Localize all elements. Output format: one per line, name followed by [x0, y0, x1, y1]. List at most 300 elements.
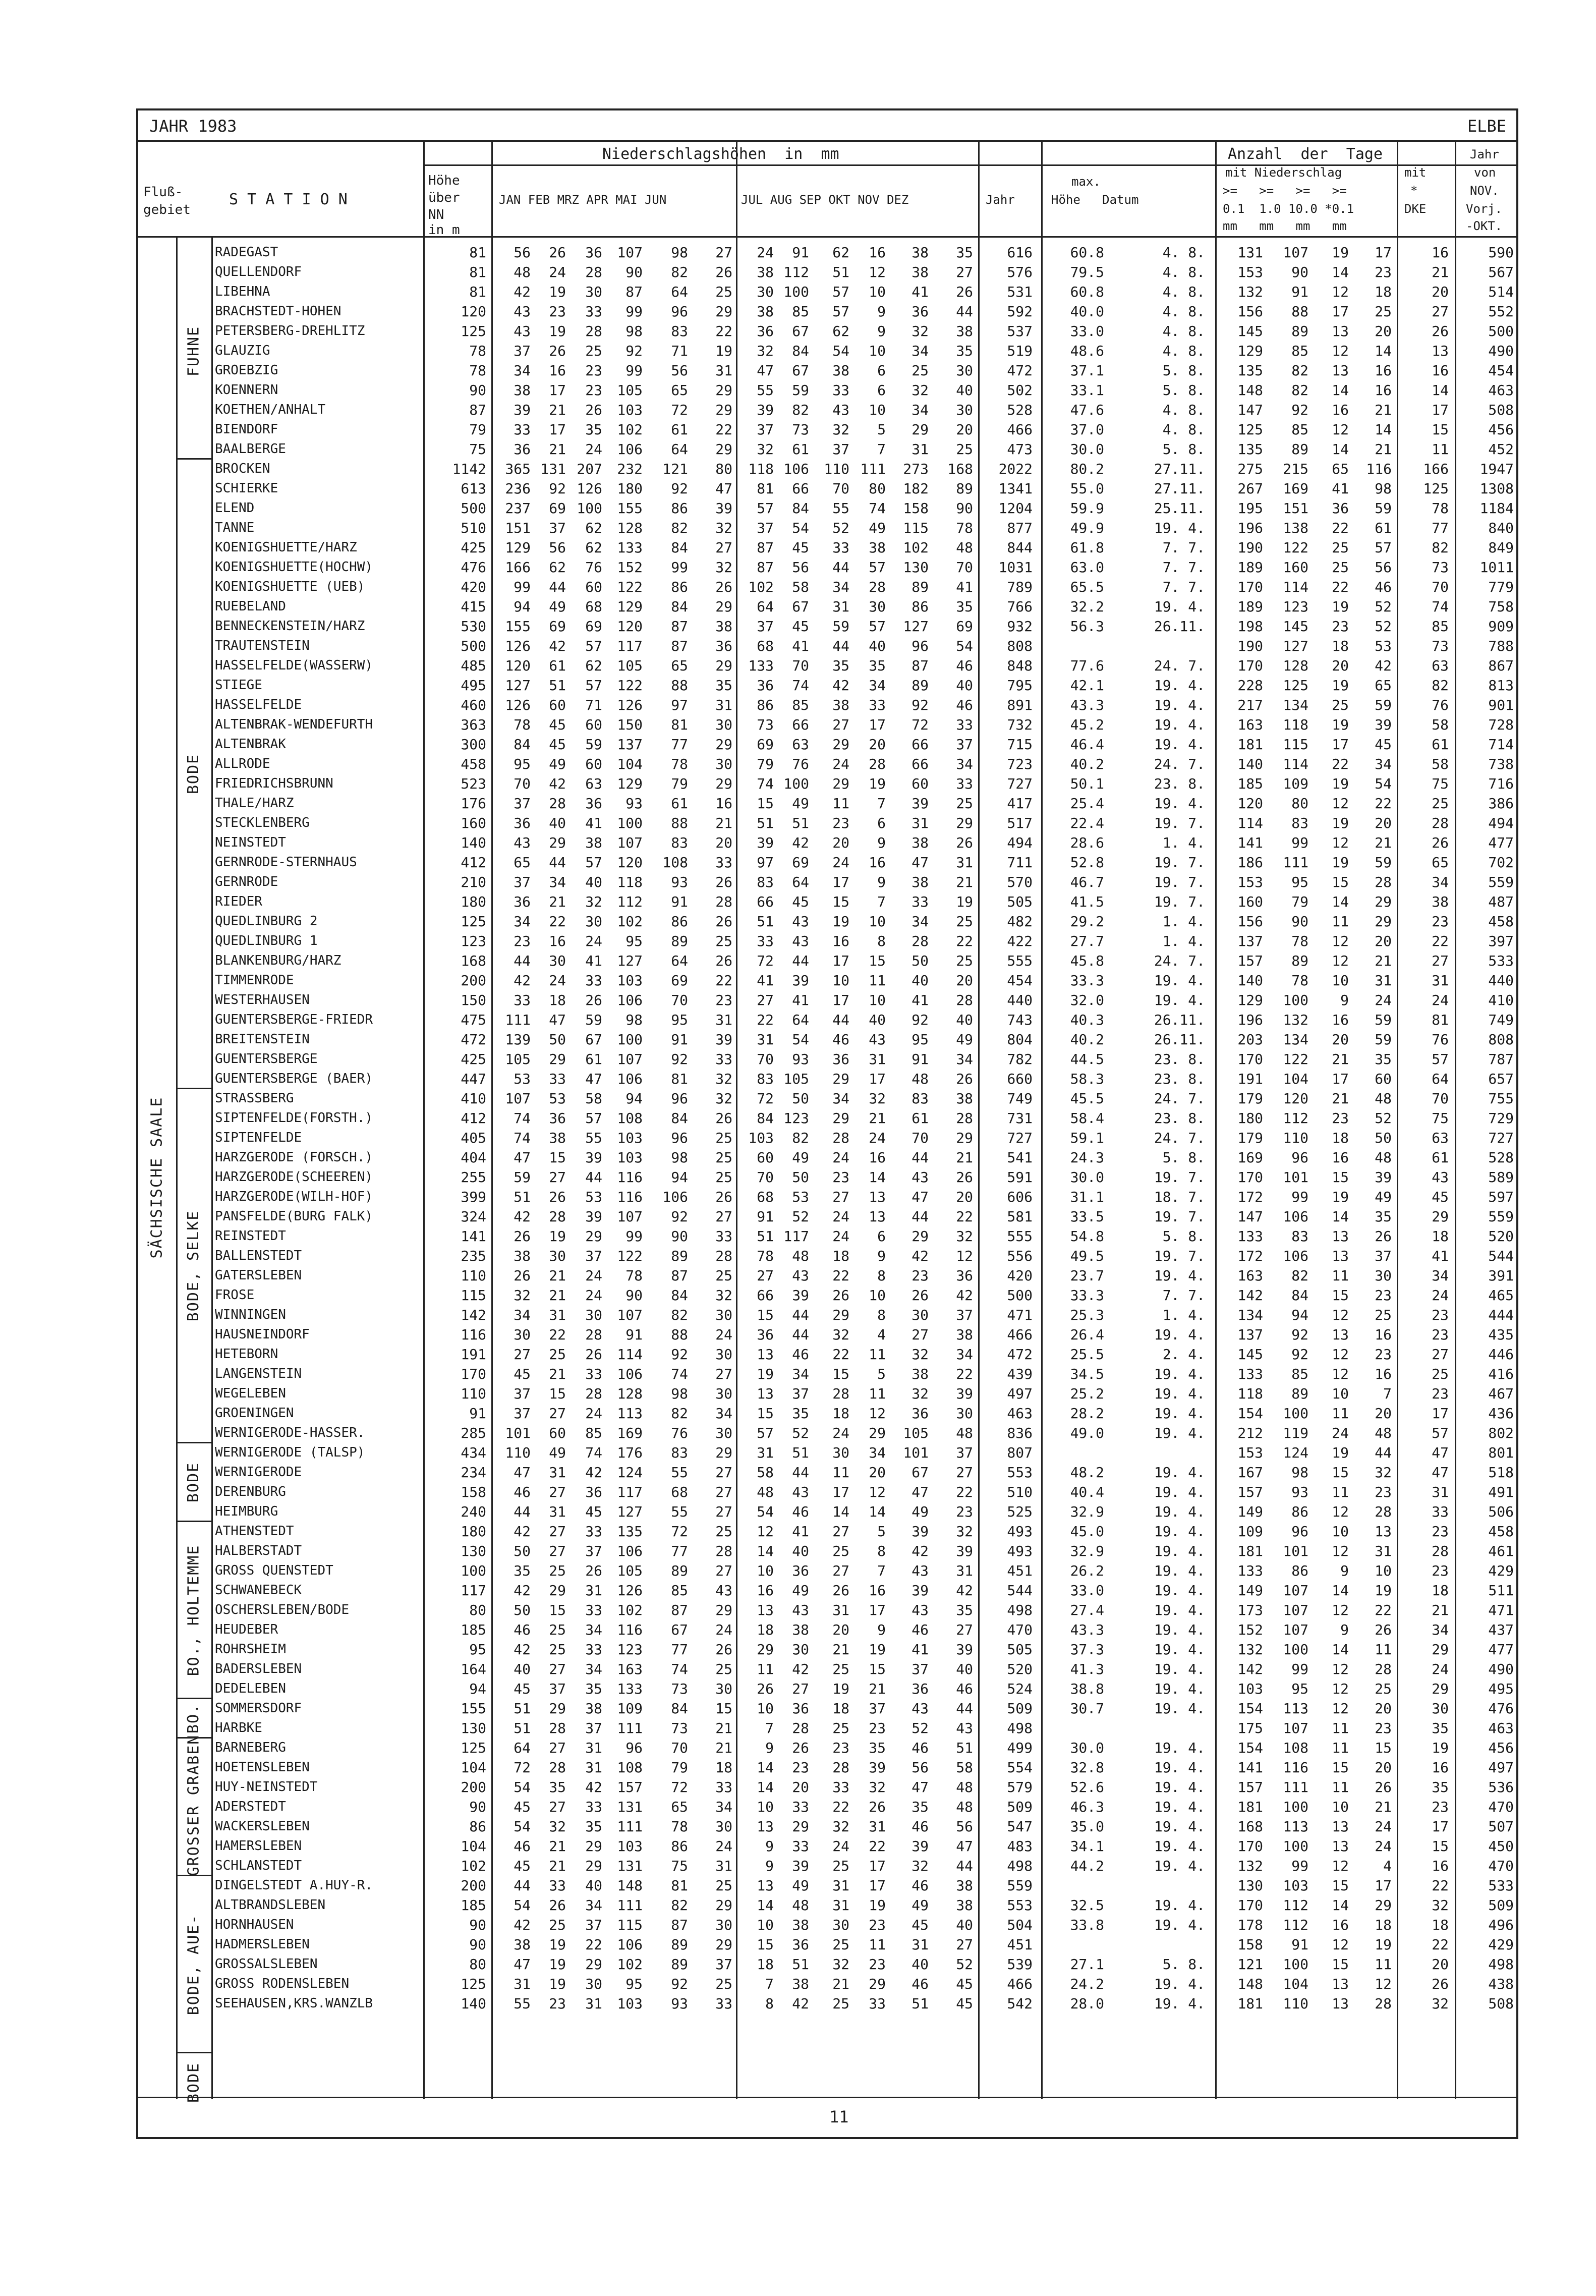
table-cell: 73 [1432, 638, 1449, 654]
table-cell: 149 [1237, 1582, 1263, 1599]
table-cell: 749 [1488, 1012, 1514, 1028]
table-cell: 62 [585, 657, 602, 674]
station-name: DERENBURG [215, 1484, 286, 1499]
table-cell: 176 [461, 795, 486, 812]
table-cell: 108 [617, 1759, 643, 1776]
table-cell: 26 [757, 1681, 774, 1697]
table-cell: 76 [585, 559, 602, 576]
table-cell: 25 [715, 1877, 732, 1894]
table-cell: 87 [757, 539, 774, 556]
table-cell: 200 [461, 1877, 486, 1894]
table-cell: 30 [715, 1346, 732, 1363]
table-cell: 9 [877, 874, 886, 890]
table-cell: 2022 [998, 461, 1033, 477]
table-cell: 22 [715, 323, 732, 340]
table-cell: 124 [1283, 1444, 1308, 1461]
table-cell: 4. 8. [1162, 323, 1205, 340]
table-cell: 54 [832, 343, 849, 359]
table-cell: 157 [1237, 1779, 1263, 1796]
table-cell: 99 [514, 579, 531, 595]
table-cell: 38 [792, 1917, 809, 1933]
table-cell: 64 [671, 441, 688, 458]
table-cell: 42 [585, 1464, 602, 1481]
table-cell: 23 [869, 1917, 886, 1933]
table-cell: 67 [792, 598, 809, 615]
header-max-1: max. [1071, 175, 1101, 189]
table-cell: 12 [1332, 1366, 1349, 1382]
header-max-2: Höhe Datum [1051, 193, 1139, 207]
table-cell: 61 [549, 657, 566, 674]
table-cell: 31 [585, 1740, 602, 1756]
table-cell: 130 [461, 1720, 486, 1737]
table-cell: 48 [792, 1897, 809, 1914]
table-cell: 813 [1488, 677, 1514, 694]
table-cell: 129 [1237, 343, 1263, 359]
table-cell: 15 [757, 1307, 774, 1323]
table-cell: 6 [877, 815, 886, 831]
table-cell: 460 [461, 697, 486, 713]
table-cell: 40 [869, 1012, 886, 1028]
table-cell: 111 [860, 461, 886, 477]
table-cell: 17 [1432, 402, 1449, 418]
table-cell: 33 [585, 1641, 602, 1658]
table-cell: 31 [956, 854, 973, 871]
table-cell: 42 [792, 834, 809, 851]
table-cell: 134 [1283, 697, 1308, 713]
table-cell: 27 [549, 1169, 566, 1186]
table-cell: 12 [869, 264, 886, 281]
table-cell: 1142 [452, 461, 486, 477]
table-cell: 40 [911, 972, 929, 989]
table-cell: 43 [832, 402, 849, 418]
table-cell: 429 [1488, 1562, 1514, 1579]
table-cell: 30 [832, 1444, 849, 1461]
table-cell: 510 [461, 520, 486, 536]
table-cell: 804 [1007, 1031, 1033, 1048]
table-cell: 28 [715, 1543, 732, 1559]
table-cell: 11 [869, 1346, 886, 1363]
table-cell: 158 [461, 1484, 486, 1500]
table-cell: 41 [911, 1641, 929, 1658]
table-cell: 19. 7. [1154, 854, 1205, 871]
table-cell: 56 [792, 559, 809, 576]
table-cell: 867 [1488, 657, 1514, 674]
table-cell: 100 [1283, 1956, 1308, 1973]
table-cell: 15 [869, 953, 886, 969]
table-cell: 410 [1488, 992, 1514, 1009]
table-cell: 1031 [998, 559, 1033, 576]
table-cell: 32 [832, 1956, 849, 1973]
table-cell: 170 [1237, 1897, 1263, 1914]
table-cell: 37 [514, 795, 531, 812]
table-cell: 19 [1332, 716, 1349, 733]
table-cell: 23 [1332, 1110, 1349, 1127]
table-cell: 19. 7. [1154, 874, 1205, 890]
table-cell: 23 [792, 1759, 809, 1776]
table-cell: 536 [1488, 1779, 1514, 1796]
table-cell: 35 [715, 677, 732, 694]
column-divider [1215, 142, 1217, 2099]
table-cell: 466 [1007, 1326, 1033, 1343]
table-cell: 112 [1283, 1917, 1308, 1933]
table-cell: 285 [461, 1425, 486, 1441]
table-cell: 5 [877, 1366, 886, 1382]
table-cell: 33.3 [1070, 1287, 1104, 1304]
table-cell: 19. 4. [1154, 1858, 1205, 1874]
table-cell: 458 [1488, 1523, 1514, 1540]
table-cell: 24 [1375, 1818, 1392, 1835]
table-cell: 802 [1488, 1425, 1514, 1441]
table-cell: 19 [1375, 1936, 1392, 1953]
table-cell: 30 [757, 284, 774, 300]
table-cell: 12 [1332, 1858, 1349, 1874]
table-cell: 14 [869, 1503, 886, 1520]
page-number: 11 [829, 2107, 849, 2126]
table-cell: 16 [1332, 1149, 1349, 1166]
table-cell: 91 [911, 1051, 929, 1068]
table-cell: 135 [1237, 362, 1263, 379]
table-cell: 75 [1432, 775, 1449, 792]
station-name: HEUDEBER [215, 1622, 278, 1637]
table-cell: 20 [832, 834, 849, 851]
table-cell: 34 [869, 677, 886, 694]
table-cell: 40 [956, 1917, 973, 1933]
table-cell: 133 [617, 539, 643, 556]
table-cell: 129 [617, 775, 643, 792]
table-cell: 38 [585, 1700, 602, 1717]
table-cell: 89 [671, 1248, 688, 1264]
table-cell: 74 [671, 1661, 688, 1677]
table-cell: 181 [1237, 1995, 1263, 2012]
table-cell: 13 [1332, 1248, 1349, 1264]
table-cell: 27 [549, 1484, 566, 1500]
table-cell: 96 [625, 1740, 643, 1756]
table-cell: 41 [757, 972, 774, 989]
table-cell: 166 [505, 559, 531, 576]
table-cell: 42 [956, 1582, 973, 1599]
table-cell: 145 [1283, 618, 1308, 635]
table-cell: 32 [832, 1326, 849, 1343]
table-cell: 24 [1375, 992, 1392, 1009]
table-row [138, 617, 1516, 636]
table-cell: 112 [1283, 1897, 1308, 1914]
table-cell: 404 [461, 1149, 486, 1166]
table-cell: 154 [1237, 1700, 1263, 1717]
table-cell: 29 [911, 1228, 929, 1245]
table-cell: 458 [461, 756, 486, 772]
table-cell: 43 [1432, 1169, 1449, 1186]
table-cell: 66 [792, 716, 809, 733]
table-cell: 85 [671, 1582, 688, 1599]
table-cell: 51 [514, 1720, 531, 1737]
table-cell: 56.3 [1070, 618, 1104, 635]
table-cell: 451 [1007, 1562, 1033, 1579]
table-cell: 96 [1291, 1149, 1308, 1166]
table-cell: 45 [514, 1858, 531, 1874]
table-cell: 116 [617, 1621, 643, 1638]
table-cell: 21 [549, 893, 566, 910]
table-cell: 19. 4. [1154, 1503, 1205, 1520]
table-cell: 170 [1237, 1169, 1263, 1186]
table-cell: 1. 4. [1162, 834, 1205, 851]
table-cell: 123 [1283, 598, 1308, 615]
table-cell: 185 [461, 1621, 486, 1638]
table-cell: 20 [1432, 284, 1449, 300]
table-cell: 22 [956, 1208, 973, 1225]
table-cell: 128 [617, 520, 643, 536]
table-cell: 510 [1007, 1484, 1033, 1500]
table-cell: 44 [832, 1012, 849, 1028]
table-cell: 86 [671, 579, 688, 595]
table-cell: 95 [625, 933, 643, 949]
table-cell: 39 [514, 402, 531, 418]
table-cell: 80 [469, 1956, 486, 1973]
table-cell: 39 [911, 1838, 929, 1855]
table-cell: 23.7 [1070, 1267, 1104, 1284]
table-cell: 429 [1488, 1936, 1514, 1953]
table-cell: 24.2 [1070, 1976, 1104, 1992]
table-cell: 24 [1432, 992, 1449, 1009]
table-cell: 54 [792, 520, 809, 536]
table-cell: 32.9 [1070, 1543, 1104, 1559]
table-cell: 37 [585, 1720, 602, 1737]
table-cell: 23 [1375, 1346, 1392, 1363]
table-cell: 849 [1488, 539, 1514, 556]
table-row [138, 1895, 1516, 1915]
table-cell: 168 [461, 953, 486, 969]
table-cell: 38.8 [1070, 1681, 1104, 1697]
table-row [138, 1443, 1516, 1463]
table-cell: 37 [911, 1661, 929, 1677]
table-cell: 27 [757, 1267, 774, 1284]
table-cell: 37 [514, 1405, 531, 1422]
table-cell: 106 [617, 1936, 643, 1953]
table-cell: 32 [715, 1090, 732, 1107]
table-row [138, 321, 1516, 341]
table-cell: 72 [757, 1090, 774, 1107]
table-cell: 25 [1375, 1307, 1392, 1323]
table-cell: 132 [1237, 1858, 1263, 1874]
table-cell: 42 [514, 284, 531, 300]
table-cell: 23 [1375, 1720, 1392, 1737]
table-cell: 107 [617, 1307, 643, 1323]
table-cell: 438 [1488, 1976, 1514, 1992]
table-cell: 452 [1488, 441, 1514, 458]
table-cell: 531 [1007, 284, 1033, 300]
table-cell: 39 [715, 1031, 732, 1048]
table-cell: 35 [514, 1562, 531, 1579]
table-cell: 53 [585, 1189, 602, 1205]
table-cell: 158 [903, 500, 929, 517]
table-row [138, 1817, 1516, 1836]
table-cell: 19. 4. [1154, 677, 1205, 694]
table-cell: 33 [514, 992, 531, 1009]
table-cell: 181 [1237, 736, 1263, 753]
table-cell: 29 [911, 421, 929, 438]
table-cell: 34 [514, 362, 531, 379]
table-cell: 932 [1007, 618, 1033, 635]
table-cell: 180 [461, 893, 486, 910]
table-cell: 131 [540, 461, 566, 477]
table-cell: 20 [715, 834, 732, 851]
table-cell: 14 [1332, 1208, 1349, 1225]
table-cell: 81 [469, 284, 486, 300]
station-name: ADERSTEDT [215, 1799, 286, 1814]
table-cell: 30 [1432, 1700, 1449, 1717]
table-cell: 46 [911, 1621, 929, 1638]
table-cell: 13 [869, 1208, 886, 1225]
table-cell: 96 [911, 638, 929, 654]
table-cell: 69 [757, 736, 774, 753]
table-cell: 82 [792, 1130, 809, 1146]
table-cell: 434 [461, 1444, 486, 1461]
table-cell: 29 [549, 1051, 566, 1068]
table-cell: 12 [1332, 284, 1349, 300]
table-cell: 60 [549, 697, 566, 713]
table-cell: 57 [757, 500, 774, 517]
table-cell: 69 [585, 618, 602, 635]
table-cell: 28 [1375, 1661, 1392, 1677]
table-cell: 14 [757, 1759, 774, 1776]
table-cell: 463 [1007, 1405, 1033, 1422]
table-cell: 67 [792, 362, 809, 379]
table-row [138, 557, 1516, 577]
table-cell: 39 [956, 1385, 973, 1402]
table-cell: 32 [911, 323, 929, 340]
table-cell: 41 [911, 284, 929, 300]
table-row [138, 577, 1516, 597]
table-row [138, 1954, 1516, 1974]
table-cell: 15 [869, 1661, 886, 1677]
station-name: FRIEDRICHSBRUNN [215, 776, 333, 791]
table-cell: 109 [617, 1700, 643, 1717]
table-cell: 25 [715, 1661, 732, 1677]
table-cell: 77 [671, 1543, 688, 1559]
table-cell: 490 [1488, 343, 1514, 359]
table-cell: 38 [869, 539, 886, 556]
table-cell: 34 [911, 343, 929, 359]
table-cell: 43 [792, 1484, 809, 1500]
station-name: LIBEHNA [215, 284, 270, 299]
table-cell: 33.5 [1070, 1208, 1104, 1225]
table-cell: 123 [461, 933, 486, 949]
table-cell: 153 [1237, 1444, 1263, 1461]
table-cell: 64 [792, 874, 809, 890]
table-cell: 91 [792, 244, 809, 261]
table-cell: 727 [1488, 1130, 1514, 1146]
table-cell: 97 [757, 854, 774, 871]
table-cell: 95 [911, 1031, 929, 1048]
table-cell: 440 [1488, 972, 1514, 989]
table-cell: 487 [1488, 893, 1514, 910]
table-cell: 30 [715, 716, 732, 733]
table-cell: 73 [671, 1720, 688, 1737]
table-cell: 19. 7. [1154, 893, 1205, 910]
table-row [138, 1069, 1516, 1089]
table-row [138, 597, 1516, 617]
table-cell: 180 [1237, 1110, 1263, 1127]
table-cell: 116 [1283, 1759, 1308, 1776]
table-cell: 140 [1237, 972, 1263, 989]
table-cell: 45 [792, 618, 809, 635]
table-cell: 473 [1007, 441, 1033, 458]
table-cell: 766 [1007, 598, 1033, 615]
table-cell: 84 [1291, 1287, 1308, 1304]
table-cell: 30 [715, 1425, 732, 1441]
table-cell: 46 [956, 657, 973, 674]
table-cell: 71 [671, 343, 688, 359]
table-cell: 38 [549, 1130, 566, 1146]
table-cell: 170 [1237, 657, 1263, 674]
table-cell: 64 [671, 953, 688, 969]
table-cell: 16 [549, 933, 566, 949]
table-cell: 15 [757, 795, 774, 812]
table-cell: 22 [956, 1366, 973, 1382]
station-name: STIEGE [215, 678, 262, 693]
table-cell: 86 [671, 500, 688, 517]
table-cell: 28 [956, 1110, 973, 1127]
table-cell: 38 [956, 1877, 973, 1894]
table-cell: 57 [585, 677, 602, 694]
table-cell: 14 [1332, 1641, 1349, 1658]
table-cell: 114 [617, 1346, 643, 1363]
table-cell: 48 [1375, 1090, 1392, 1107]
table-cell: 100 [577, 500, 602, 517]
table-cell: 103 [748, 1130, 774, 1146]
table-cell: 749 [1007, 1090, 1033, 1107]
station-name: HORNHAUSEN [215, 1917, 294, 1932]
table-cell: 92 [1291, 1346, 1308, 1363]
header-vorj-5: -OKT. [1466, 219, 1503, 233]
table-cell: 23 [1432, 1385, 1449, 1402]
table-cell: 33 [585, 1799, 602, 1815]
table-cell: 524 [1007, 1681, 1033, 1697]
table-cell: 23 [832, 815, 849, 831]
table-cell: 1204 [998, 500, 1033, 517]
table-cell: 61 [792, 441, 809, 458]
table-cell: 29 [1375, 1897, 1392, 1914]
table-cell: 46 [956, 697, 973, 713]
table-cell: 30.7 [1070, 1700, 1104, 1717]
table-cell: 118 [1283, 716, 1308, 733]
table-cell: 44.5 [1070, 1051, 1104, 1068]
table-cell: 36 [514, 893, 531, 910]
table-cell: 52 [1375, 598, 1392, 615]
table-cell: 57 [832, 303, 849, 320]
table-cell: 18 [1332, 638, 1349, 654]
table-cell: 21 [549, 1366, 566, 1382]
table-cell: 70 [832, 480, 849, 497]
table-cell: 57 [869, 559, 886, 576]
table-cell: 10 [757, 1799, 774, 1815]
table-cell: 42 [1375, 657, 1392, 674]
table-cell: 13 [1332, 362, 1349, 379]
table-cell: 74 [1432, 598, 1449, 615]
table-cell: 12 [1332, 343, 1349, 359]
table-cell: 509 [1488, 1897, 1514, 1914]
table-cell: 104 [1283, 1071, 1308, 1087]
table-cell: 60 [585, 756, 602, 772]
table-cell: 25.2 [1070, 1385, 1104, 1402]
table-cell: 134 [1237, 1307, 1263, 1323]
table-cell: 83 [671, 323, 688, 340]
table-cell: 552 [1488, 303, 1514, 320]
table-cell: 57 [869, 618, 886, 635]
table-cell: 60.8 [1070, 284, 1104, 300]
table-cell: 28 [1375, 1503, 1392, 1520]
station-name: HADMERSLEBEN [215, 1937, 310, 1952]
table-cell: 92 [671, 1346, 688, 1363]
